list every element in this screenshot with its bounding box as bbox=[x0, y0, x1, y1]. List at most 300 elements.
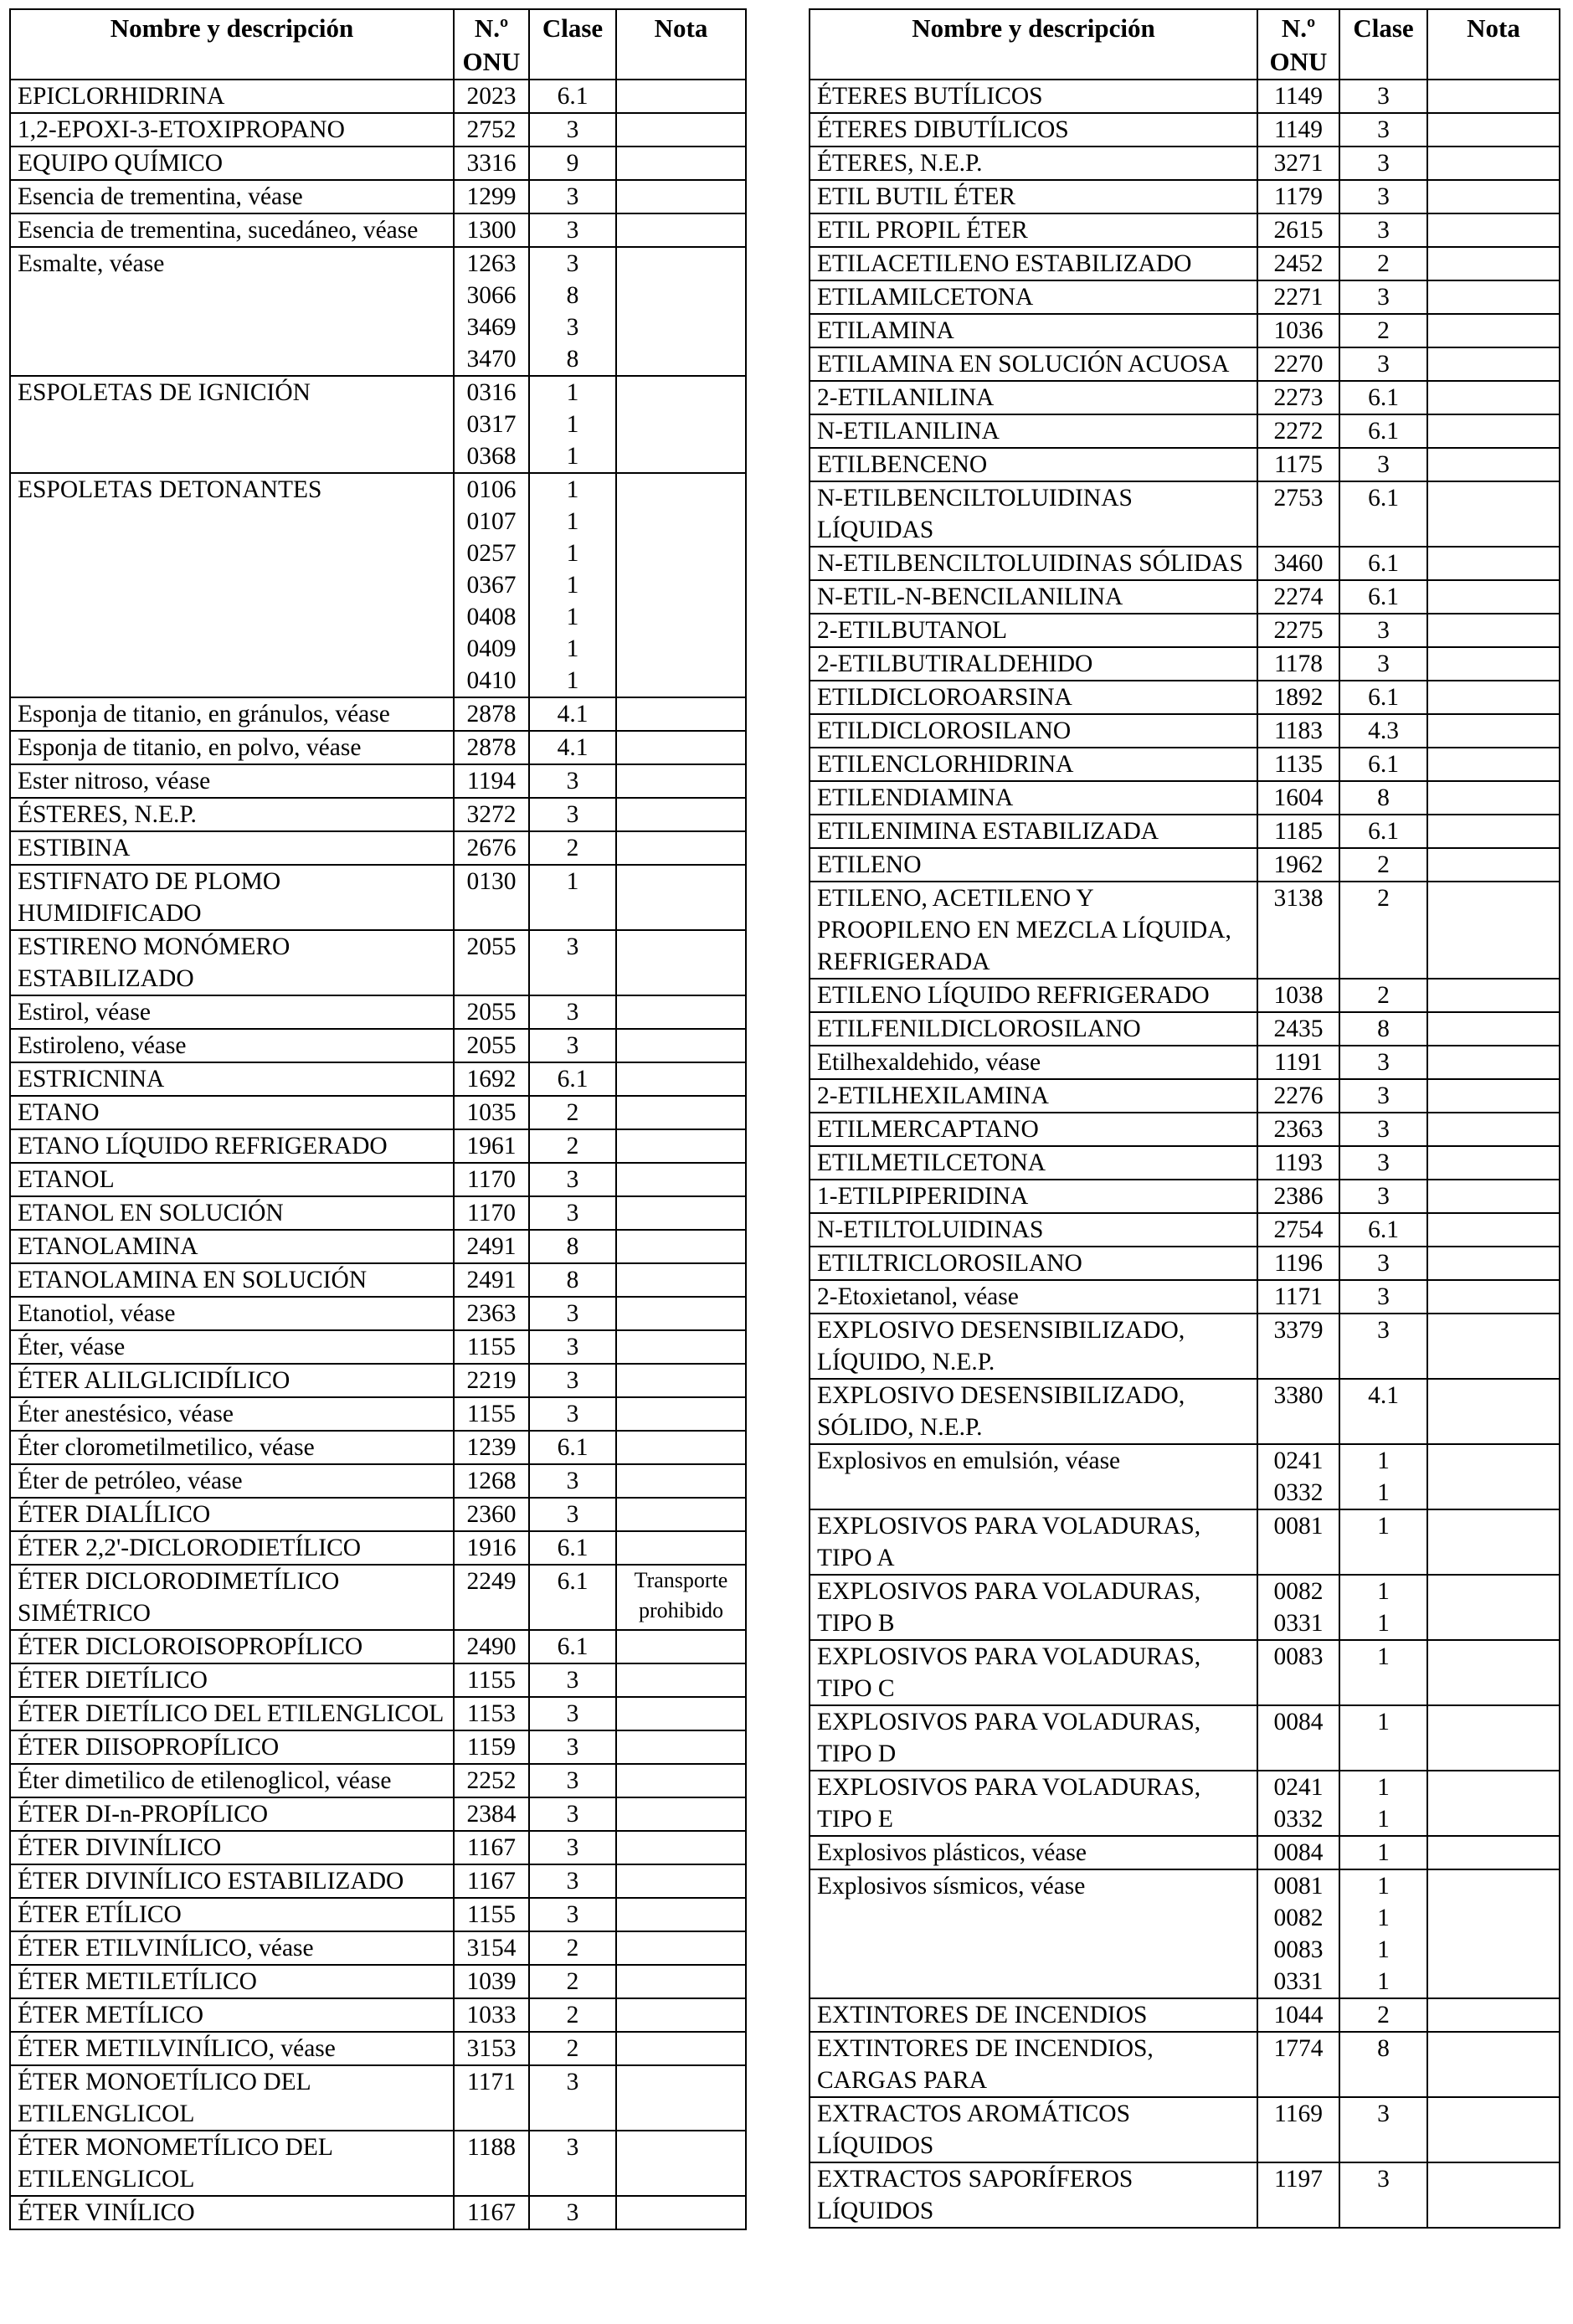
table-row bbox=[10, 1330, 746, 1364]
note bbox=[1427, 2097, 1560, 2162]
un-number: 2023 bbox=[454, 80, 529, 113]
un-number: 0241 0332 bbox=[1257, 1771, 1339, 1836]
substance-name: ETILTRICLOROSILANO bbox=[810, 1247, 1257, 1280]
hazard-class: 3 bbox=[1339, 1079, 1427, 1113]
substance-name: ETILDICLOROARSINA bbox=[810, 681, 1257, 714]
un-number: 0081 0082 0083 0331 bbox=[1257, 1869, 1339, 1998]
un-number: 1692 bbox=[454, 1062, 529, 1096]
hazard-class: 1 1 1 1 bbox=[1339, 1869, 1427, 1998]
table-row bbox=[10, 1431, 746, 1464]
table-row bbox=[10, 1129, 746, 1163]
hazard-class: 4.3 bbox=[1339, 714, 1427, 748]
hazard-class: 3 bbox=[529, 1196, 616, 1230]
hazard-class: 2 bbox=[1339, 247, 1427, 280]
table-row bbox=[810, 481, 1560, 547]
hazard-class: 2 bbox=[1339, 979, 1427, 1012]
note bbox=[1427, 781, 1560, 815]
header-note: Nota bbox=[1427, 9, 1560, 80]
substance-name: ÉTER DIETÍLICO DEL ETILENGLICOL bbox=[10, 1697, 454, 1730]
un-number: 1159 bbox=[454, 1730, 529, 1764]
un-number: 2271 bbox=[1257, 280, 1339, 314]
substance-name: Explosivos sísmicos, véase bbox=[810, 1869, 1257, 1998]
table-row bbox=[810, 547, 1560, 580]
hazard-class: 3 bbox=[529, 1663, 616, 1697]
substance-name: 1,2-EPOXI-3-ETOXIPROPANO bbox=[10, 113, 454, 147]
hazard-class: 2 bbox=[1339, 314, 1427, 347]
hazard-class: 1 bbox=[1339, 1836, 1427, 1869]
substance-name: Éter dimetilico de etilenoglicol, véase bbox=[10, 1764, 454, 1797]
un-number: 1153 bbox=[454, 1697, 529, 1730]
hazard-class: 3 bbox=[1339, 2162, 1427, 2228]
hazard-class: 3 bbox=[529, 1797, 616, 1831]
hazard-class: 3 bbox=[529, 1831, 616, 1864]
substance-name: ÉTER DIISOPROPÍLICO bbox=[10, 1730, 454, 1764]
note bbox=[616, 1230, 746, 1263]
note bbox=[1427, 1705, 1560, 1771]
table-row bbox=[10, 764, 746, 798]
table-row bbox=[10, 1898, 746, 1931]
un-number: 2490 bbox=[454, 1630, 529, 1663]
hazard-class: 3 bbox=[1339, 614, 1427, 647]
table-row bbox=[10, 147, 746, 180]
table-row bbox=[810, 614, 1560, 647]
un-number: 2452 bbox=[1257, 247, 1339, 280]
table-row bbox=[810, 1705, 1560, 1771]
substance-name: N-ETIL-N-BENCILANILINA bbox=[810, 580, 1257, 614]
table-row bbox=[10, 1730, 746, 1764]
un-number: 0082 0331 bbox=[1257, 1575, 1339, 1640]
table-row bbox=[810, 113, 1560, 147]
note bbox=[1427, 547, 1560, 580]
table-row bbox=[810, 1180, 1560, 1213]
note bbox=[616, 113, 746, 147]
substance-name: Esmalte, véase bbox=[10, 247, 454, 376]
header-un-number: N.º ONU bbox=[1257, 9, 1339, 80]
table-row bbox=[10, 113, 746, 147]
note bbox=[616, 1498, 746, 1531]
note bbox=[1427, 848, 1560, 882]
hazard-class: 8 bbox=[529, 1263, 616, 1297]
table-row bbox=[810, 1836, 1560, 1869]
table-row bbox=[10, 1565, 746, 1630]
substance-name: ESPOLETAS DETONANTES bbox=[10, 473, 454, 697]
un-number: 1035 bbox=[454, 1096, 529, 1129]
header-note: Nota bbox=[616, 9, 746, 80]
note bbox=[616, 995, 746, 1029]
hazard-class: 3 bbox=[529, 1330, 616, 1364]
un-number: 1135 bbox=[1257, 748, 1339, 781]
un-number: 1149 bbox=[1257, 113, 1339, 147]
note bbox=[616, 1864, 746, 1898]
substance-name: 2-ETILBUTANOL bbox=[810, 614, 1257, 647]
note bbox=[1427, 1213, 1560, 1247]
note bbox=[1427, 714, 1560, 748]
table-row bbox=[10, 473, 746, 697]
substance-name: N-ETILBENCILTOLUIDINAS SÓLIDAS bbox=[810, 547, 1257, 580]
hazard-class: 2 bbox=[529, 1129, 616, 1163]
table-row bbox=[810, 882, 1560, 979]
header-un-number: N.º ONU bbox=[454, 9, 529, 80]
hazard-class: 1 bbox=[529, 865, 616, 930]
note bbox=[1427, 1771, 1560, 1836]
note bbox=[616, 697, 746, 731]
table-row bbox=[10, 995, 746, 1029]
note bbox=[616, 1965, 746, 1998]
header-class: Clase bbox=[1339, 9, 1427, 80]
table-row bbox=[10, 180, 746, 213]
note bbox=[1427, 448, 1560, 481]
hazard-class: 6.1 bbox=[1339, 580, 1427, 614]
un-number: 1268 bbox=[454, 1464, 529, 1498]
un-number: 0241 0332 bbox=[1257, 1444, 1339, 1509]
hazard-class: 4.1 bbox=[1339, 1379, 1427, 1444]
note bbox=[1427, 80, 1560, 113]
substance-name: ETILENO bbox=[810, 848, 1257, 882]
substance-name: ÉTER DIALÍLICO bbox=[10, 1498, 454, 1531]
table-row bbox=[10, 247, 746, 376]
substance-name: ETIL BUTIL ÉTER bbox=[810, 180, 1257, 213]
note bbox=[1427, 647, 1560, 681]
table-row bbox=[10, 1230, 746, 1263]
table-row bbox=[810, 1509, 1560, 1575]
substance-name: ÉTER METÍLICO bbox=[10, 1998, 454, 2032]
note bbox=[616, 1531, 746, 1565]
un-number: 1196 bbox=[1257, 1247, 1339, 1280]
table-row bbox=[810, 1079, 1560, 1113]
un-number: 1167 bbox=[454, 2196, 529, 2229]
un-number: 1961 bbox=[454, 1129, 529, 1163]
substance-name: ÉTER ETÍLICO bbox=[10, 1898, 454, 1931]
note bbox=[616, 1831, 746, 1864]
note bbox=[1427, 414, 1560, 448]
hazard-class: 3 bbox=[529, 2131, 616, 2196]
table-row bbox=[10, 1831, 746, 1864]
table-row bbox=[810, 314, 1560, 347]
un-number: 1263 3066 3469 3470 bbox=[454, 247, 529, 376]
note bbox=[616, 798, 746, 831]
note bbox=[1427, 1869, 1560, 1998]
substance-name: Éter, véase bbox=[10, 1330, 454, 1364]
un-number: 1185 bbox=[1257, 815, 1339, 848]
un-number: 1774 bbox=[1257, 2032, 1339, 2097]
substance-name: EXPLOSIVO DESENSIBILIZADO, LÍQUIDO, N.E.P. bbox=[810, 1314, 1257, 1379]
hazard-class: 3 bbox=[529, 1898, 616, 1931]
note bbox=[616, 2065, 746, 2131]
substance-name: EXTINTORES DE INCENDIOS bbox=[810, 1998, 1257, 2032]
substance-name: Etanotiol, véase bbox=[10, 1297, 454, 1330]
table-row bbox=[10, 2032, 746, 2065]
hazard-class: 6.1 bbox=[1339, 815, 1427, 848]
note bbox=[1427, 347, 1560, 381]
note bbox=[616, 1630, 746, 1663]
substance-name: ÉTER DIVINÍLICO ESTABILIZADO bbox=[10, 1864, 454, 1898]
hazard-class: 3 bbox=[1339, 113, 1427, 147]
substance-name: ÉTER DI-n-PROPÍLICO bbox=[10, 1797, 454, 1831]
hazard-class: 6.1 bbox=[1339, 381, 1427, 414]
note bbox=[616, 1297, 746, 1330]
substance-name: ÉTERES BUTÍLICOS bbox=[810, 80, 1257, 113]
hazard-class: 3 bbox=[529, 1464, 616, 1498]
note bbox=[1427, 1509, 1560, 1575]
substance-name: EXPLOSIVOS PARA VOLADURAS, TIPO A bbox=[810, 1509, 1257, 1575]
hazard-class: 3 bbox=[529, 180, 616, 213]
substance-name: ESPOLETAS DE IGNICIÓN bbox=[10, 376, 454, 473]
note bbox=[1427, 1314, 1560, 1379]
un-number: 3460 bbox=[1257, 547, 1339, 580]
substance-name: Esencia de trementina, véase bbox=[10, 180, 454, 213]
substance-name: EXPLOSIVOS PARA VOLADURAS, TIPO B bbox=[810, 1575, 1257, 1640]
un-number: 0084 bbox=[1257, 1705, 1339, 1771]
table-row bbox=[10, 1464, 746, 1498]
table-row bbox=[10, 1764, 746, 1797]
note bbox=[1427, 681, 1560, 714]
note bbox=[616, 865, 746, 930]
hazard-class: 8 bbox=[1339, 1012, 1427, 1046]
substance-name: Estirol, véase bbox=[10, 995, 454, 1029]
un-number: 1170 bbox=[454, 1196, 529, 1230]
un-number: 1191 bbox=[1257, 1046, 1339, 1079]
substance-name: ESTIRENO MONÓMERO ESTABILIZADO bbox=[10, 930, 454, 995]
substance-name: ÉTER 2,2'-DICLORODIETÍLICO bbox=[10, 1531, 454, 1565]
un-number: 2491 bbox=[454, 1230, 529, 1263]
un-number: 2752 bbox=[454, 113, 529, 147]
hazard-class: 2 bbox=[529, 1096, 616, 1129]
un-number: 1175 bbox=[1257, 448, 1339, 481]
hazard-class: 2 bbox=[529, 1998, 616, 2032]
hazard-class: 8 bbox=[529, 1230, 616, 1263]
table-body-left bbox=[10, 80, 746, 2229]
note bbox=[616, 1797, 746, 1831]
note bbox=[616, 1697, 746, 1730]
note bbox=[1427, 113, 1560, 147]
hazard-class: 3 bbox=[1339, 1146, 1427, 1180]
un-number: 2435 bbox=[1257, 1012, 1339, 1046]
un-number: 1167 bbox=[454, 1864, 529, 1898]
table-row bbox=[810, 1379, 1560, 1444]
substance-name: ÉTER DIETÍLICO bbox=[10, 1663, 454, 1697]
un-number: 3154 bbox=[454, 1931, 529, 1965]
note bbox=[1427, 580, 1560, 614]
hazard-class: 3 bbox=[529, 213, 616, 247]
un-number: 2273 bbox=[1257, 381, 1339, 414]
un-number: 2055 bbox=[454, 930, 529, 995]
hazard-class: 6.1 bbox=[1339, 547, 1427, 580]
substance-name: ÉTERES, N.E.P. bbox=[810, 147, 1257, 180]
hazard-class: 3 bbox=[529, 798, 616, 831]
hazard-class: 3 bbox=[529, 2196, 616, 2229]
table-row bbox=[810, 681, 1560, 714]
hazard-class: 6.1 bbox=[1339, 414, 1427, 448]
un-number: 2878 bbox=[454, 731, 529, 764]
hazard-class: 3 bbox=[1339, 213, 1427, 247]
note bbox=[616, 1163, 746, 1196]
hazard-class: 3 bbox=[1339, 1314, 1427, 1379]
table-row bbox=[10, 2065, 746, 2131]
note bbox=[616, 1330, 746, 1364]
hazard-class: 2 bbox=[529, 2032, 616, 2065]
substance-name: ETILENO, ACETILENO Y PROOPILENO EN MEZCLA LÍQUIDA, REFRIGERADA bbox=[810, 882, 1257, 979]
note bbox=[616, 2131, 746, 2196]
table-row bbox=[10, 697, 746, 731]
hazard-class: 2 bbox=[529, 1931, 616, 1965]
table-row bbox=[10, 1965, 746, 1998]
un-number: 1033 bbox=[454, 1998, 529, 2032]
hazard-class: 3 bbox=[1339, 347, 1427, 381]
hazard-class: 6.1 bbox=[1339, 481, 1427, 547]
table-row bbox=[10, 1630, 746, 1663]
un-number: 1170 bbox=[454, 1163, 529, 1196]
un-number: 2270 bbox=[1257, 347, 1339, 381]
note bbox=[1427, 481, 1560, 547]
note bbox=[1427, 1146, 1560, 1180]
hazard-class: 1 1 bbox=[1339, 1771, 1427, 1836]
note bbox=[1427, 147, 1560, 180]
table-row bbox=[810, 580, 1560, 614]
hazard-class: 3 bbox=[1339, 647, 1427, 681]
un-number: 1169 bbox=[1257, 2097, 1339, 2162]
substance-name: ETILENIMINA ESTABILIZADA bbox=[810, 815, 1257, 848]
substance-name: ETANO LÍQUIDO REFRIGERADO bbox=[10, 1129, 454, 1163]
note bbox=[1427, 1247, 1560, 1280]
substance-name: ETILDICLOROSILANO bbox=[810, 714, 1257, 748]
hazard-class: 2 bbox=[1339, 882, 1427, 979]
un-number: 2055 bbox=[454, 995, 529, 1029]
substance-name: N-ETILTOLUIDINAS bbox=[810, 1213, 1257, 1247]
table-row bbox=[810, 80, 1560, 113]
substance-name: Éter anestésico, véase bbox=[10, 1397, 454, 1431]
hazard-class: 1 1 1 bbox=[529, 376, 616, 473]
table-row bbox=[810, 647, 1560, 681]
hazard-class: 3 bbox=[529, 113, 616, 147]
hazard-class: 8 bbox=[1339, 2032, 1427, 2097]
table-body-right bbox=[810, 80, 1560, 2228]
un-number: 1036 bbox=[1257, 314, 1339, 347]
note bbox=[616, 764, 746, 798]
note bbox=[616, 147, 746, 180]
note bbox=[1427, 1012, 1560, 1046]
note bbox=[1427, 1836, 1560, 1869]
un-number: 2275 bbox=[1257, 614, 1339, 647]
header-name: Nombre y descripción bbox=[10, 9, 454, 80]
un-number: 1604 bbox=[1257, 781, 1339, 815]
table-row bbox=[810, 748, 1560, 781]
table-row bbox=[810, 1280, 1560, 1314]
hazard-class: 3 bbox=[529, 1297, 616, 1330]
hazard-class: 6.1 bbox=[529, 1062, 616, 1096]
hazard-class: 6.1 bbox=[529, 1531, 616, 1565]
hazard-class: 3 bbox=[1339, 1046, 1427, 1079]
substance-name: EXPLOSIVOS PARA VOLADURAS, TIPO D bbox=[810, 1705, 1257, 1771]
hazard-class: 3 bbox=[1339, 147, 1427, 180]
note bbox=[1427, 1575, 1560, 1640]
table-row bbox=[10, 2196, 746, 2229]
note bbox=[616, 1898, 746, 1931]
note bbox=[616, 1730, 746, 1764]
table-row bbox=[810, 280, 1560, 314]
table-row bbox=[10, 1297, 746, 1330]
table-row bbox=[810, 815, 1560, 848]
table-row bbox=[810, 2032, 1560, 2097]
substance-name: Ester nitroso, véase bbox=[10, 764, 454, 798]
note bbox=[1427, 882, 1560, 979]
un-number: 3138 bbox=[1257, 882, 1339, 979]
note bbox=[616, 247, 746, 376]
table-row bbox=[10, 1397, 746, 1431]
table-row bbox=[810, 381, 1560, 414]
note bbox=[1427, 1444, 1560, 1509]
substance-name: EXTRACTOS AROMÁTICOS LÍQUIDOS bbox=[810, 2097, 1257, 2162]
table-row bbox=[10, 798, 746, 831]
un-number: 2276 bbox=[1257, 1079, 1339, 1113]
note bbox=[1427, 815, 1560, 848]
table-row bbox=[10, 2131, 746, 2196]
substance-name: EXPLOSIVOS PARA VOLADURAS, TIPO C bbox=[810, 1640, 1257, 1705]
hazard-class: 3 bbox=[529, 1029, 616, 1062]
substance-name: EXTINTORES DE INCENDIOS, CARGAS PARA bbox=[810, 2032, 1257, 2097]
un-number: 1044 bbox=[1257, 1998, 1339, 2032]
un-number: 3316 bbox=[454, 147, 529, 180]
hazard-class: 3 bbox=[529, 1764, 616, 1797]
substance-name: Esponja de titanio, en polvo, véase bbox=[10, 731, 454, 764]
hazard-class: 4.1 bbox=[529, 697, 616, 731]
substance-name: ETILFENILDICLOROSILANO bbox=[810, 1012, 1257, 1046]
un-number: 2055 bbox=[454, 1029, 529, 1062]
hazard-class: 6.1 bbox=[529, 80, 616, 113]
un-number: 2363 bbox=[454, 1297, 529, 1330]
table-row bbox=[810, 147, 1560, 180]
un-number: 1197 bbox=[1257, 2162, 1339, 2228]
un-number: 1892 bbox=[1257, 681, 1339, 714]
table-row bbox=[10, 1697, 746, 1730]
substance-name: ÉTER METILETÍLICO bbox=[10, 1965, 454, 1998]
un-number: 1300 bbox=[454, 213, 529, 247]
hazard-class: 1 1 1 1 1 1 1 bbox=[529, 473, 616, 697]
note bbox=[1427, 280, 1560, 314]
un-number: 2252 bbox=[454, 1764, 529, 1797]
hazard-class: 6.1 bbox=[1339, 1213, 1427, 1247]
substance-name: Éter clorometilmetilico, véase bbox=[10, 1431, 454, 1464]
header-class: Clase bbox=[529, 9, 616, 80]
note bbox=[1427, 979, 1560, 1012]
note bbox=[616, 1029, 746, 1062]
table-row bbox=[810, 1640, 1560, 1705]
substance-name: ESTRICNINA bbox=[10, 1062, 454, 1096]
un-number: 2676 bbox=[454, 831, 529, 865]
un-number: 1155 bbox=[454, 1330, 529, 1364]
substance-name: ETANOL EN SOLUCIÓN bbox=[10, 1196, 454, 1230]
hazard-class: 1 bbox=[1339, 1705, 1427, 1771]
note bbox=[616, 376, 746, 473]
table-row bbox=[810, 1213, 1560, 1247]
note bbox=[1427, 2162, 1560, 2228]
un-number: 1038 bbox=[1257, 979, 1339, 1012]
hazard-class: 3 bbox=[529, 930, 616, 995]
hazard-class: 3 bbox=[529, 1364, 616, 1397]
table-row bbox=[10, 1196, 746, 1230]
hazard-class: 2 bbox=[529, 831, 616, 865]
table-row bbox=[10, 213, 746, 247]
table-row bbox=[810, 714, 1560, 748]
table-row bbox=[810, 180, 1560, 213]
un-number: 2491 bbox=[454, 1263, 529, 1297]
un-number: 3272 bbox=[454, 798, 529, 831]
hazard-class: 3 bbox=[1339, 1247, 1427, 1280]
un-number: 1149 bbox=[1257, 80, 1339, 113]
un-number: 2615 bbox=[1257, 213, 1339, 247]
table-row bbox=[810, 1247, 1560, 1280]
hazard-class: 1 bbox=[1339, 1640, 1427, 1705]
note bbox=[616, 1129, 746, 1163]
